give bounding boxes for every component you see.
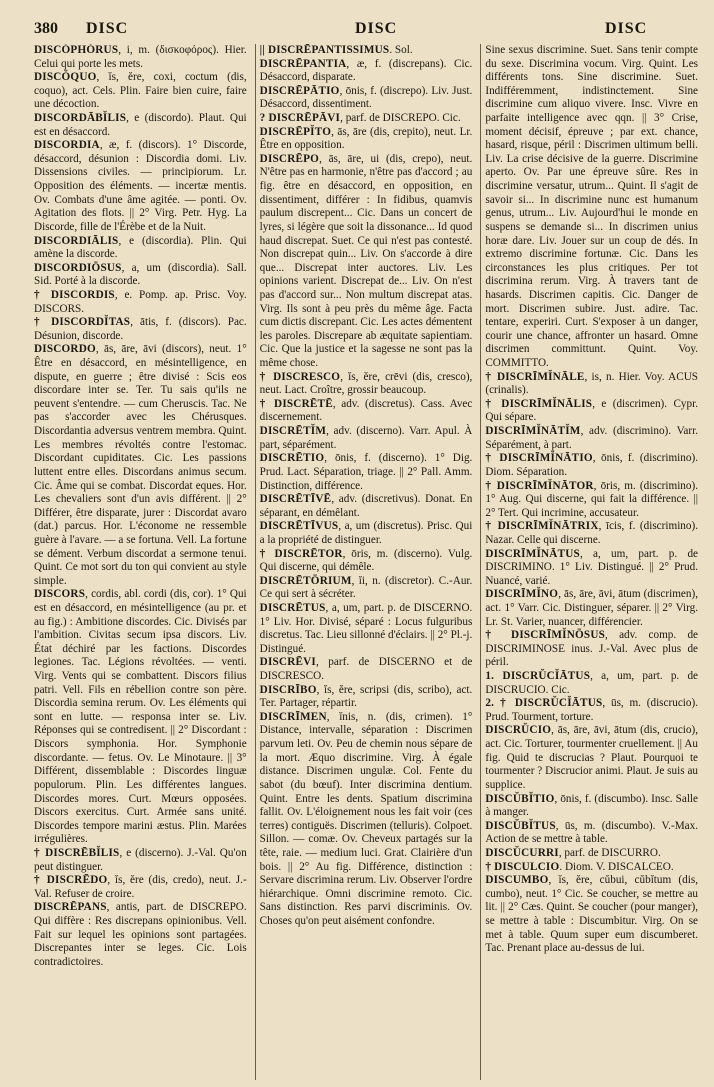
dictionary-entry [260,425,473,452]
entry-definition: , ĭs, ĕre, scripsi (dis, scribo), act. Ter. Partager, répartir. [259,683,473,710]
entry-definition: Sine sexus discrimine. Suet. Sans tenir compte du sexe. Discrimina vocum. Virg. Quint. Les différents tons. Sine discrimine. Suet. Indifféremment, indistinctement. Sine discrimine cum aliquo vivere. Insc. Vivre en parfaite intelligence avec qqn. || 3° Crise, moment décisif, épreuve ; par ext. chance, hasard, risque, péril : Discrimen ultimum belli. Liv. La crise décisive de la guerre. Discrimine aperto. Ov. Par une épreuve sûre. Res in discrimine versatur, utrum... Quint. Il s'agit de savoir si... In discrimine nunc est humanum genus, utrum... Liv. Aujourd'hui le monde en suspens se demande si... In discrimen unius horæ dare. Liv. Jouer sur un coup de dés. In extremo discrimine fortunæ. Cic. Dans les circonstances les plus critiques. Per tot discrimina rerum. Virg. À travers tant de hasards. Discrimen capitis. Cic. Danger de mort. Discrimen subire. Just. adire. Tac. tentare, experiri. Curt. S'exposer à un danger, courir une chance, affronter un hasard. Omne discrimen committunt. Quint. Voy. COMMITTO. [485,44,699,370]
entry-definition: , a, um, part. p. de DISCRUCIO. Cic. [485,670,699,696]
entry-headword: † DISCRĪMĬNĀTIO [485,452,593,465]
entry-headword: DISCORDIĀLIS [34,234,119,247]
dictionary-entry [260,656,473,683]
text-columns [34,44,698,1080]
dictionary-entry [485,820,698,847]
entry-headword: DISCRĪMĬNĀTUS [485,547,580,560]
dictionary-entry [34,901,247,969]
entry-definition: , e (discordia). Plin. Qui amène la discorde. [34,234,247,261]
dictionary-entry [485,697,698,724]
entry-headword: DISCRĒTŌRIUM [259,574,352,587]
dictionary-entry [260,398,473,425]
dictionary-entry [485,629,698,670]
entry-headword: DISCRĒPANS [34,901,107,914]
dictionary-entry [34,316,247,343]
dictionary-entry [34,847,247,874]
entry-definition: , a, um, part. p. de DISCRIMINO. 1° Liv. Distingué. || 2° Prud. Nuancé, varié. [485,547,699,587]
entry-definition: , ūs, m. (discumbo). V.-Max. Action de se mettre à table. [485,819,699,846]
entry-headword: † DISCULCIO [485,860,560,873]
entry-headword: † DISCRĒBĬLIS [34,846,120,859]
dictionary-entry [34,343,247,588]
entry-headword: DISCRĒTĪVUS [259,520,339,533]
entry-definition: , ōris, m. (discerno). Vulg. Qui discerne, qui démêle. [259,547,473,574]
entry-headword: DISCŬBĬTUS [485,819,556,832]
entry-definition: , e (discrimen). Cypr. Qui sépare. [485,397,699,424]
page-header [34,16,698,42]
entry-definition: , ĭs, ĕre, crēvi (dis, cresco), neut. Lact. Croître, grossir beaucoup. [259,370,473,397]
entry-headword: † DISCRĪMĬNĀLIS [485,397,593,410]
entry-definition: , a, um, part. p. de DISCERNO. 1° Liv. Hor. Divisé, séparé : Locus fulguribus discretus. Tac. Lieu sillonné d'éclairs. || 2° Pl.-j. Distingué. [259,601,473,655]
entry-headword: DISCRĒTĬM [259,425,327,438]
entry-definition: , ĭnis, n. (dis, crimen). 1° Distance, intervalle, séparation : Discrimen parvum leti. Ov. Peu de chemin nous sépare de la mort. Æquo discrimine. Virg. À égale distance. Discrimen ungulæ. Col. Fente du sabot (du bœuf). Inter discrimina dentium. Quint. Entre les dents. Spatium discrimina fallit. Ov. L'éloignement nous les fait voir (ces terres) contiguës. Discrimen (telluris). Colpoet. Sillon. — comæ. Ov. Cheveux partagés sur la tête, raie. — medium luci. Grat. Clairière d'un bois. || 2° Au fig. Différence, distinction : Servare discrimina rerum. Liv. Observer l'ordre hiérarchique. Omni discrimine remoto. Cic. Sans distinction. Res parvi discriminis. Ov. Choses qu'on peut aisément confondre. [259,710,473,927]
entry-definition: , ās, āre, āvi, ātum (discrimen), act. 1° Varr. Cic. Distinguer, séparer. || 2° Virg. Lr. St. Varier, nuancer, différencier. [485,588,699,628]
dictionary-entry [34,262,247,289]
entry-definition: , ōnis, f. (discrimino). Diom. Séparation. [485,452,699,478]
entry-headword: DISCRĪMĬNĀTĬM [485,425,581,438]
entry-definition: , ūs, m. (discrucio). Prud. Tourment, torture. [485,697,699,723]
entry-headword: † DISCRĪMĬNŌSUS [485,629,606,642]
entry-headword: DISCŎPHŎRUS [34,44,119,56]
column-right [480,44,698,1080]
dictionary-entry [485,724,698,792]
entry-headword: DISCRĪMĬNO [485,588,559,601]
entry-definition: , is, n. Hier. Voy. ACUS (crinalis). [485,370,699,397]
entry-headword: † DISCRĪMĬNĀTRIX [485,520,599,533]
entry-definition: , antis, part. de DISCREPO. Qui diffère : Res discrepans opinionibus. Vell. Fait sur lequel les opinions sont partagées. Discrepantes inter se leges. Cic. Lois contradictoires. [34,901,247,968]
dictionary-entry [485,793,698,820]
entry-definition: , a, um (discordia). Sall. Sid. Porté à la discorde. [34,261,247,288]
entry-headword: DISCRĒPANTIA [259,57,347,70]
column-left [34,44,247,1080]
dictionary-entry [260,126,473,153]
dictionary-entry [34,44,247,71]
entry-headword: DISCRĒVI [259,656,316,669]
entry-headword: † DISCRĒTOR [259,547,343,560]
dictionary-entry [260,711,473,929]
dictionary-entry [485,847,698,861]
entry-headword: 2. † DISCRŬCĬĀTUS [485,697,603,710]
dictionary-entry [34,139,247,234]
dictionary-entry [260,371,473,398]
dictionary-entry [260,575,473,602]
entry-headword: 1. DISCRŬCĬĀTUS [485,670,591,683]
dictionary-entry [485,398,698,425]
entry-headword: † DISCRĪMĬNĀLE [485,370,585,383]
entry-headword: DISCORS [34,588,86,601]
dictionary-entry [260,44,473,58]
entry-headword: DISCORDĀBĬLIS [34,112,127,125]
dictionary-entry [260,452,473,493]
entry-definition: , ōnis, f. (discerno). 1° Dig. Prud. Lact. Séparation, triage. || 2° Pall. Amm. Distinction, différence. [259,452,473,492]
entry-definition: , parf. de DISCREPO. Cic. [340,112,461,125]
dictionary-entry [485,548,698,589]
dictionary-entry [485,425,698,452]
dictionary-entry [485,480,698,521]
entry-definition: , adv. (discretus). Cass. Avec discernement. [259,397,473,424]
entry-headword: DISCORDO [34,343,96,356]
page-number: 380 [34,20,58,37]
entry-definition: , a, um (discretus). Prisc. Qui a la propriété de distinguer. [259,520,473,546]
entry-definition: , e. Pomp. ap. Prisc. Voy. DISCORS. [34,288,247,315]
dictionary-entry [34,289,247,316]
dictionary-entry [34,235,247,262]
entry-definition: , e (discordo). Plaut. Qui est en désaccord. [34,112,247,138]
entry-definition: , ās, āre, āvi (discors), neut. 1° Être en désaccord, en mésintelligence, en dispute, en guerre ; être divisé : Scis eos discordare inter se. Ter. Tu sais qu'ils ne peuvent s'entendre. — cum Cheruscis. Tac. Ne pas s'accorder avec les Chérusques. Discordantia adversus ventrem membra. Quint. Les membres révoltés contre l'estomac. Discordant cupiditates. Cic. Les passions luttent entre elles. Discordans animus secum. Cic. Âme qui se combat. Discordat eques. Hor. Les chevaliers sont d'un avis différent. || 2° Différer, être disparate, jurer : Discordat avaro (dat.) parcus. Hor. L'économe ne ressemble guère à l'avare. — a se fortuna. Vell. La fortune se dément. Verbum discordat a sermone tenui. Quint. Ce mot sort du ton qui convient au style simple. [34,343,247,587]
entry-headword: DISCORDIA [34,139,100,152]
entry-headword: || DISCRĒPANTISSIMUS [259,44,390,56]
entry-definition: , ōris, m. (discrimino). 1° Aug. Qui discerne, qui fait la différence. || 2° Tert. Qui incrimine, accusateur. [485,479,699,519]
dictionary-entry [260,58,473,85]
dictionary-entry [485,371,698,398]
entry-definition: , parf. de DISCERNO et de DISCRESCO. [259,656,473,683]
entry-headword: † DISCORDIS [34,288,115,301]
dictionary-entry [485,588,698,629]
entry-definition: . Diom. V. DISCALCEO. [559,860,674,873]
entry-headword: DISCRĒTIO [259,452,325,465]
entry-headword: DISCŬBĬTIO [485,792,555,805]
entry-definition: , ās, āre (dis, crepito), neut. Lr. Être en opposition. [259,125,473,152]
dictionary-entry [260,112,473,126]
dictionary-entry [34,71,247,112]
entry-definition: , adv. (discretivus). Donat. En séparant, en démêlant. [259,493,473,519]
entry-definition: , īcis, f. (discrimino). Nazar. Celle qui discerne. [485,520,699,546]
entry-definition: , adv. (discerno). Varr. Apul. À part, séparément. [259,425,473,451]
entry-definition: , æ, f. (discors). 1° Discorde, désaccord, désunion : Discordia domi. Liv. Dissensions civiles. — principiorum. Lr. Opposition des éléments. — incertæ mentis. Ov. Combats d'une âme agitée. — ponti. Ov. Agitation des flots. || 2° Virg. Petr. Hyg. La Discorde, fille de l'Érèbe et de la Nuit. [34,139,247,233]
entry-headword: † DISCRĒDO [34,874,108,887]
entry-headword: † DISCRĒTĒ [259,397,333,410]
entry-definition: , ōnis, f. (discumbo). Insc. Salle à manger. [485,792,699,819]
running-head-right: DISC [605,20,648,37]
entry-definition: , e (discerno). J.-Val. Qu'on peut distinguer. [34,846,247,873]
entry-headword: DISCRĒTUS [259,601,326,614]
entry-headword: † DISCRESCO [259,370,341,383]
entry-definition: , ātis, f. (discors). Pac. Désunion, discorde. [34,316,247,342]
entry-headword: DISCRĒTĪVĒ [259,493,332,506]
dictionary-entry [485,861,698,875]
entry-headword: DISCUMBO [485,874,549,887]
dictionary-entry [485,44,698,371]
entry-headword: ? DISCRĒPĀVI [259,112,341,125]
entry-definition: , ĭs, ĕre, cŭbui, cŭbĭtum (dis, cumbo), neut. 1° Cic. Se coucher, se mettre au lit. || 2° Cæs. Quint. Se coucher (pour manger), se mettre à table : Discumbitur. Virg. On se met à table. Quum super eum discumberet. Tac. Prenant place au-dessus de lui. [485,874,699,955]
dictionary-entry [485,520,698,547]
entry-definition: , æ, f. (discrepans). Cic. Désaccord, disparate. [259,57,473,84]
entry-definition: , cordis, abl. cordi (dis, cor). 1° Qui est en désaccord, en mésintelligence (au pr. et au fig.) : Ambitione discordes. Cic. Divisés par l'ambition. Civitas secum ipsa discors. Liv. État déchiré par les factions. Discordes legiones. Tac. Légions révoltées. — venti. Virg. Vents qui se combattent. Discors filius patri. Vell. Fils en rébellion contre son père. Discordia semina rerum. Ov. Les éléments qui sont en lutte. — responsa inter se. Liv. Réponses qui se contredisent. || 2° Discordant : Discors symphonia. Hor. Symphonie discordante. — fetus. Ov. Le Minotaure. || 3° Différent, dissemblable : Discordes linguæ populorum. Plin. Les différentes langues. Discordes mores. Curt. Mœurs opposées. Discors exercitus. Curt. Armée sans unité. Discordes tempore marini æstus. Plin. Marées irrégulières. [34,588,247,846]
entry-definition: , parf. de DISCURRO. [558,846,661,859]
dictionary-entry [485,452,698,479]
entry-definition: , ās, āre, ui (dis, crepo), neut. N'être pas en harmonie, n'être pas d'accord ; au fig. être en désaccord, en opposition, en dissentiment, différer : In fidibus, quamvis paulum discrepent... Cic. Dans un concert de lyres, si légère que soit la dissonance... Id quod haud discrepat. Suet. Ce qui n'est pas contesté. Non discrepat quin... Liv. On s'accorde à dire que... Discrepat inter auctores. Liv. Les opinions varient. Discrepat de... Liv. On n'est pas d'accord sur... Non multum discrepat atas. Virg. Ils sont à peu près du même âge. Facta cum dictis discrepant. Cic. Les actes démentent les paroles. Discrepare ab æquitate sapientiam. Cic. Que la justice et la sagesse ne sont pas la même chose. [259,152,473,370]
dictionary-entry [260,493,473,520]
dictionary-entry [485,670,698,697]
running-head-center: DISC [355,20,398,37]
entry-headword: DISCRĪBO [259,683,317,696]
dictionary-entry [260,602,473,656]
entry-headword: † DISCORDĬTAS [34,316,131,329]
entry-headword: DISCRŬCIO [485,724,552,737]
entry-definition: , adv. (discrimino). Varr. Séparément, à part. [485,425,699,451]
dictionary-entry [260,684,473,711]
entry-headword: DISCORDIŌSUS [34,261,122,274]
entry-definition: . Sol. [389,44,413,56]
entry-headword: † DISCRĪMĬNĀTOR [485,479,594,492]
entry-headword: DISCŬCURRI [485,846,559,859]
entry-headword: DISCRĪMEN [259,710,327,723]
entry-headword: DISCRĒPĀTIO [259,84,340,97]
dictionary-entry [260,153,473,371]
running-head-left: DISC [86,20,129,37]
dictionary-entry [260,85,473,112]
entry-headword: DISCRĒPO [259,152,320,165]
dictionary-entry [34,112,247,139]
entry-headword: DISCŎQUO [34,71,97,84]
entry-headword: DISCRĒPĬTO [259,125,332,138]
dictionary-entry [260,520,473,547]
dictionary-entry [34,874,247,901]
entry-definition: , i, m. (δισκοφόρος). Hier. Celui qui porte les mets. [34,44,247,70]
dictionary-entry [485,874,698,956]
entry-definition: , ĭs, ĕre (dis, credo), neut. J.-Val. Refuser de croire. [34,874,247,900]
entry-definition: , ĭi, n. (discretor). C.-Aur. Ce qui sert à sécréter. [259,574,473,601]
column-center [255,44,473,1080]
entry-definition: , ĭs, ĕre, coxi, coctum (dis, coquo), act. Cels. Plin. Faire bien cuire, faire une décoction. [34,71,247,111]
entry-definition: , adv. comp. de DISCRIMINOSE inus. J.-Val. Avec plus de péril. [485,629,699,669]
entry-definition: , ōnis, f. (discrepo). Liv. Just. Désaccord, dissentiment. [259,84,473,111]
dictionary-entry [34,588,247,847]
entry-definition: , ās, āre, āvi, ātum (dis, crucio), act. Cic. Torturer, tourmenter cruellement. || Au fig. Quid te discrucias ? Plaut. Pourquoi te tourmenter ? Discrucior animi. Plaut. Je suis au supplice. [485,724,699,791]
dictionary-entry [260,548,473,575]
